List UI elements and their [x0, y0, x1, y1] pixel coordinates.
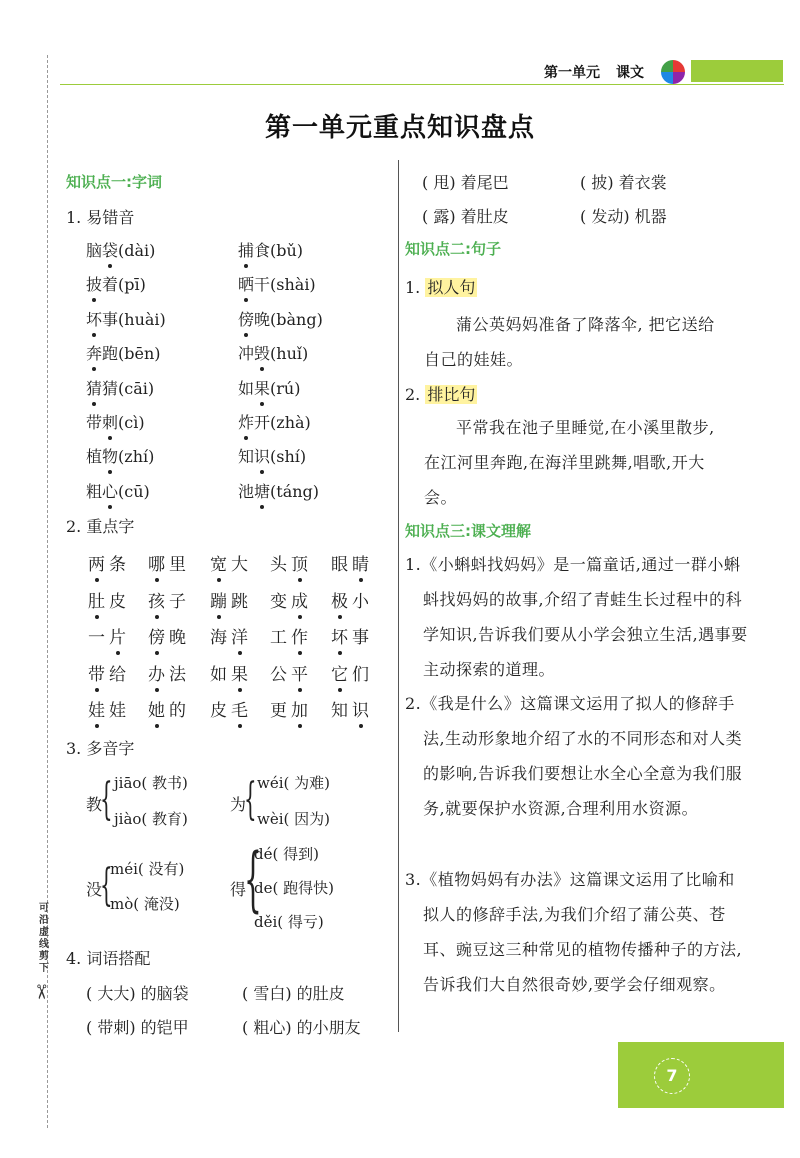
- pron-post: (cū): [118, 481, 150, 501]
- key-char: 子: [169, 591, 186, 612]
- collocation-item: ( 带刺) 的铠甲: [86, 1018, 189, 1037]
- kp2-s1-label: 拟人句: [427, 278, 476, 297]
- pron-item: [86, 479, 150, 502]
- key-word: [331, 587, 369, 612]
- pron-post: (táng): [270, 481, 320, 501]
- key-char: 晚: [169, 628, 186, 648]
- pron-item: [238, 238, 303, 261]
- key-word: [88, 696, 126, 721]
- key-char: 头: [270, 555, 287, 575]
- pron-item: [238, 272, 316, 295]
- pron-pre: 粗: [86, 481, 103, 501]
- key-char: 作: [291, 623, 308, 648]
- key-word: [210, 587, 248, 612]
- pron-pre: 脑: [86, 241, 103, 260]
- collocation-item: ( 披) 着衣裳: [580, 173, 667, 192]
- pron-dotted-char: 果: [254, 376, 270, 399]
- key-word: [270, 696, 308, 721]
- poly-de-r1: dé( 得到): [254, 845, 319, 863]
- pron-dotted-char: 奔: [86, 341, 102, 364]
- pron-post: (huǐ): [270, 344, 309, 364]
- key-char: 片: [109, 623, 126, 648]
- pron-item: [86, 341, 161, 364]
- kp2-s1-text: 蒲公英妈妈准备了降落伞, 把它送给自己的娃娃。: [424, 315, 715, 369]
- pron-post: 着(pī): [102, 275, 146, 295]
- kp1-s2-title: 2. 重点字: [66, 517, 135, 536]
- key-word: [210, 623, 248, 648]
- pron-post: 跑(bēn): [102, 344, 161, 364]
- kp1-s4-title: 4. 词语搭配: [66, 949, 151, 968]
- key-char: 娃: [88, 696, 105, 721]
- key-char: 事: [352, 628, 369, 648]
- key-char: 孩: [148, 587, 165, 612]
- key-word: [331, 696, 369, 721]
- key-char: 小: [352, 591, 369, 612]
- key-char: 宽: [210, 550, 227, 575]
- key-word: [270, 623, 308, 648]
- pron-pre: 植: [86, 447, 103, 467]
- pron-item: [238, 479, 319, 502]
- kp3-heading: 知识点三:课文理解: [405, 522, 531, 540]
- header-rule: [60, 84, 784, 85]
- key-char: 的: [169, 701, 186, 721]
- color-ball-icon: [661, 60, 685, 84]
- collocation-item: ( 粗心) 的小朋友: [242, 1018, 361, 1037]
- key-char: 皮: [210, 701, 227, 721]
- pron-item: [86, 307, 166, 330]
- pron-pre: 知: [238, 447, 255, 467]
- pron-post: 猜(cāi): [102, 378, 155, 398]
- key-char: 法: [169, 664, 186, 685]
- cut-note: 可沿虚线剪下: [39, 903, 49, 974]
- pron-item: [238, 444, 306, 467]
- key-char: 坏: [331, 623, 348, 648]
- key-char: 眼: [331, 555, 348, 575]
- pron-dotted-char: 捕: [238, 238, 254, 261]
- page-title: 第一单元重点知识盘点: [264, 113, 535, 143]
- key-char: 顶: [291, 550, 308, 575]
- key-word: [331, 660, 369, 685]
- key-word: [331, 623, 369, 648]
- key-word: [210, 696, 248, 721]
- pron-post: (rú): [270, 378, 301, 398]
- key-char: 识: [352, 696, 369, 721]
- pron-post: 开(zhà): [254, 413, 311, 432]
- key-char: 两: [88, 550, 105, 575]
- key-char: 里: [169, 555, 186, 575]
- collocation-item: ( 雪白) 的肚皮: [242, 984, 345, 1003]
- page-header: [544, 62, 644, 82]
- key-char: 加: [291, 696, 308, 721]
- key-char: 毛: [231, 696, 248, 721]
- key-char: 傍: [148, 623, 165, 648]
- poly-de-r3: děi( 得亏): [254, 913, 324, 931]
- pron-item: [238, 341, 308, 364]
- key-char: 皮: [109, 591, 126, 612]
- key-char: 一: [88, 628, 105, 648]
- collocation-item: ( 发动) 机器: [580, 207, 667, 226]
- pron-dotted-char: 傍: [238, 307, 254, 330]
- collocation-item: ( 甩) 着尾巴: [422, 173, 509, 192]
- key-word: [148, 550, 186, 575]
- key-char: 平: [291, 660, 308, 685]
- key-word: [148, 660, 186, 685]
- kp2-s1-title: [405, 275, 477, 298]
- kp2-s2-title: [405, 382, 477, 405]
- pron-post: 事(huài): [102, 309, 166, 329]
- poly-de-r2: de( 跑得快): [254, 879, 334, 897]
- key-char: 带: [88, 660, 105, 685]
- page-number: 7: [654, 1058, 690, 1094]
- kp3-paragraph-3: 3.《植物妈妈有办法》这篇课文运用了比喻和拟人的修辞手法,为我们介绍了蒲公英、苍耳、豌豆这三种常见的植物传播种子的方法,告诉我们大自然很奇妙,要学会仔细观察。: [405, 870, 743, 994]
- poly-jiao-char: 教: [86, 795, 103, 814]
- pron-post: (zhí): [118, 447, 155, 467]
- key-char: 办: [148, 660, 165, 685]
- key-word: [88, 587, 126, 612]
- key-char: 极: [331, 587, 348, 612]
- poly-wei-r2: wèi( 因为): [257, 810, 330, 828]
- pron-dotted-char: 坏: [86, 307, 102, 330]
- scissors-icon: ✂: [29, 983, 54, 1001]
- header-section: 课文: [616, 65, 644, 81]
- poly-jiao-r2: jiào( 教育): [114, 810, 188, 828]
- pron-post: (shí): [270, 447, 307, 467]
- pron-dotted-char: 识: [254, 444, 270, 467]
- brace-icon: {: [100, 860, 113, 911]
- key-word: [270, 550, 308, 575]
- poly-de-char: 得: [230, 880, 247, 899]
- pron-pre: 如: [238, 378, 255, 398]
- footer-green-box: [618, 1042, 784, 1108]
- key-char: 海: [210, 628, 227, 648]
- kp2-heading: 知识点二:句子: [405, 240, 501, 258]
- poly-wei-r1: wéi( 为难): [257, 774, 330, 792]
- pron-item: [238, 307, 323, 330]
- kp3-paragraph-1: 1.《小蝌蚪找妈妈》是一篇童话,通过一群小蝌蚪找妈妈的故事,介绍了青蛙生长过程中的科学知识,告诉我们要从小学会独立生活,遇事要主动探索的道理。: [405, 555, 748, 679]
- key-char: 哪: [148, 550, 165, 575]
- key-word: [88, 550, 126, 575]
- key-char: 如: [210, 664, 227, 685]
- brace-icon: {: [100, 774, 113, 825]
- key-char: 给: [109, 664, 126, 685]
- pron-dotted-char: 披: [86, 272, 102, 295]
- pron-dotted-char: 袋: [102, 238, 118, 261]
- poly-wei-char: 为: [230, 795, 247, 814]
- pron-item: [86, 238, 155, 261]
- key-char: 跳: [231, 591, 248, 612]
- pron-post: 晚(bàng): [254, 309, 323, 329]
- kp2-s1-num: 1.: [405, 278, 421, 297]
- key-char: 果: [231, 660, 248, 685]
- pron-dotted-char: 物: [102, 444, 118, 467]
- collocation-item: ( 露) 着肚皮: [422, 207, 509, 226]
- key-word: [148, 696, 186, 721]
- pron-post: (cì): [118, 413, 145, 432]
- header-green-bar: [691, 60, 783, 82]
- key-char: 更: [270, 701, 287, 721]
- pron-item: [86, 410, 145, 433]
- key-char: 们: [352, 664, 369, 685]
- pron-post: 干(shài): [254, 275, 316, 295]
- pron-item: [86, 272, 146, 295]
- kp1-s3-title: 3. 多音字: [66, 739, 135, 758]
- header-unit: 第一单元: [544, 65, 600, 81]
- key-word: [148, 587, 186, 612]
- key-word: [88, 660, 126, 685]
- pron-dotted-char: 塘: [254, 479, 270, 502]
- pron-dotted-char: 毁: [254, 341, 270, 364]
- kp2-s2-text: 平常我在池子里睡觉,在小溪里散步,在江河里奔跑,在海洋里跳舞,唱歌,开大会。: [424, 418, 715, 507]
- kp3-paragraph-2: 2.《我是什么》这篇课文运用了拟人的修辞手法,生动形象地介绍了水的不同形态和对人类的影响,告诉我们要想让水全心全意为我们服务,就要保护水资源,合理利用水资源。: [405, 694, 743, 818]
- key-char: 娃: [109, 701, 126, 721]
- kp1-heading: 知识点一:字词: [66, 173, 162, 191]
- pron-dotted-char: 猜: [86, 376, 102, 399]
- key-char: 蹦: [210, 587, 227, 612]
- brace-icon: {: [244, 774, 257, 825]
- key-word: [270, 660, 308, 685]
- collocation-item: ( 大大) 的脑袋: [86, 984, 189, 1003]
- key-char: 知: [331, 701, 348, 721]
- pron-post: (dài): [118, 241, 156, 260]
- poly-mei-r1: méi( 没有): [110, 860, 185, 878]
- pron-item: [238, 410, 311, 433]
- key-char: 成: [291, 587, 308, 612]
- key-char: 变: [270, 591, 287, 612]
- key-word: [148, 623, 186, 648]
- brace-icon: {: [244, 838, 262, 920]
- column-divider: [398, 160, 399, 1032]
- kp1-s1-title: 1. 易错音: [66, 208, 135, 227]
- key-word: [88, 623, 126, 648]
- pron-dotted-char: 刺: [102, 410, 118, 433]
- pron-post: 食(bǔ): [254, 241, 304, 260]
- key-char: 公: [270, 664, 287, 685]
- pron-pre: 池: [238, 481, 255, 501]
- key-char: 它: [331, 660, 348, 685]
- key-word: [270, 587, 308, 612]
- pron-item: [238, 376, 300, 399]
- pron-dotted-char: 心: [102, 479, 118, 502]
- key-char: 条: [109, 555, 126, 575]
- poly-jiao-r1: jiāo( 教书): [114, 774, 188, 792]
- pron-dotted-char: 晒: [238, 272, 254, 295]
- key-char: 洋: [231, 623, 248, 648]
- pron-item: [86, 376, 154, 399]
- key-char: 她: [148, 696, 165, 721]
- key-char: 肚: [88, 587, 105, 612]
- poly-mei-char: 没: [86, 880, 103, 899]
- pron-item: [86, 444, 154, 467]
- key-char: 睛: [352, 550, 369, 575]
- key-word: [331, 550, 369, 575]
- kp2-s2-num: 2.: [405, 385, 421, 404]
- key-char: 大: [231, 555, 248, 575]
- pron-pre: 冲: [238, 344, 255, 364]
- pron-dotted-char: 炸: [238, 410, 254, 433]
- poly-mei-r2: mò( 淹没): [110, 895, 180, 913]
- key-word: [210, 660, 248, 685]
- pron-pre: 带: [86, 413, 103, 432]
- key-char: 工: [270, 628, 287, 648]
- kp2-s2-label: 排比句: [427, 385, 476, 404]
- key-word: [210, 550, 248, 575]
